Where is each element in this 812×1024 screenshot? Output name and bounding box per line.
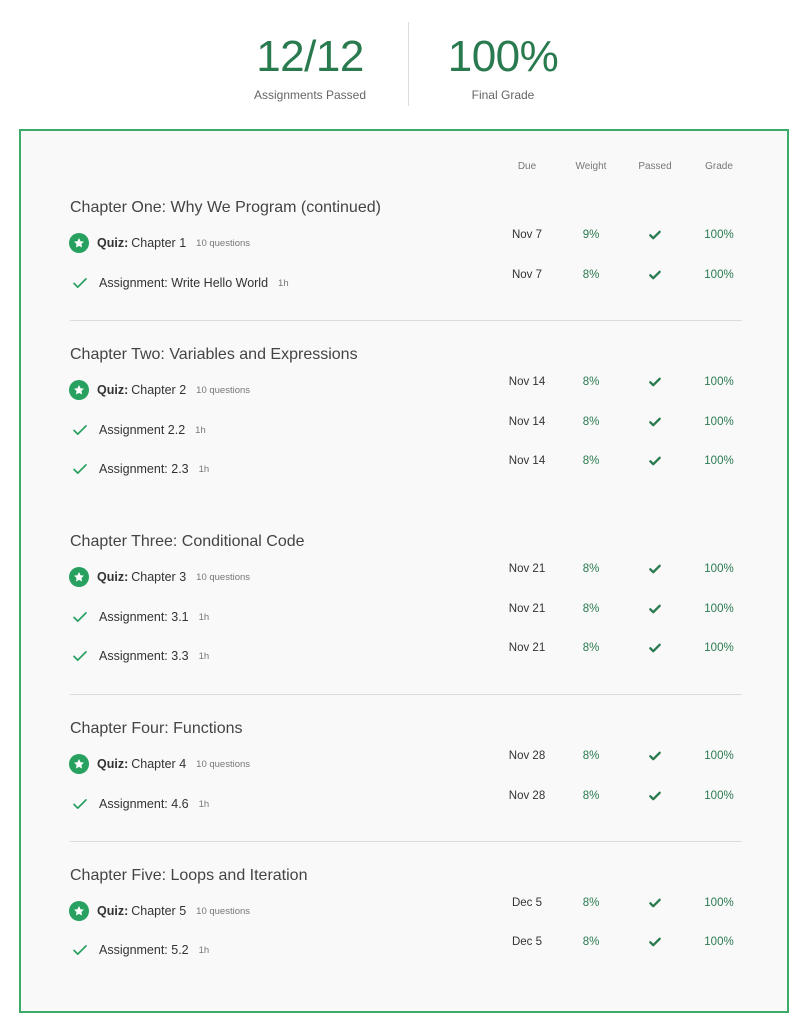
chapter-title: Chapter Two: Variables and Expressions [70,346,358,363]
assignment-link[interactable] [69,457,209,481]
checkmark-icon [69,606,91,628]
due-date: Nov 28 [508,750,546,762]
column-header-weight: Weight [575,161,607,172]
grade-value: 100% [704,376,734,388]
assignments-passed-label: Assignments Passed [253,88,367,102]
item-type-label: Quiz: [97,570,129,584]
passed-check-icon [625,749,685,766]
passed-check-icon [625,896,685,913]
chapter-title: Chapter Four: Functions [70,720,243,737]
passed-check-icon [625,641,685,658]
due-date: Nov 21 [508,563,546,575]
item-type-label: Quiz: [97,904,129,918]
grade-summary [0,0,812,120]
item-type-label: Quiz: [97,383,129,397]
item-name: Assignment: Write Hello World [99,276,269,290]
weight-value: 8% [582,897,600,909]
passed-check-icon [625,415,685,432]
chapter-divider [70,841,742,842]
quiz-link[interactable] [69,899,250,923]
weight-value: 8% [582,376,600,388]
due-date: Dec 5 [511,897,543,909]
due-date: Nov 21 [508,642,546,654]
grade-value: 100% [704,563,734,575]
quiz-link[interactable] [69,231,250,255]
summary-divider [408,22,409,106]
weight-value: 8% [582,603,600,615]
assignments-passed-value: 12/12 [256,32,364,81]
star-badge-icon [69,380,89,400]
item-name: Assignment: 3.3 [99,649,189,663]
assignment-link[interactable] [69,938,209,962]
due-date: Nov 14 [508,416,546,428]
item-name: Assignment: 4.6 [99,797,189,811]
item-meta: 1h [198,798,210,810]
checkmark-icon [69,458,91,480]
grade-value: 100% [704,897,734,909]
item-name: Chapter 5 [131,904,187,918]
grade-value: 100% [704,229,734,241]
item-meta: 1h [198,944,210,956]
item-name: Chapter 2 [131,383,187,397]
weight-value: 8% [582,936,600,948]
due-date: Nov 7 [511,229,543,241]
item-meta: 1h [198,463,210,475]
passed-check-icon [625,454,685,471]
item-name: Assignment: 5.2 [99,943,189,957]
grade-value: 100% [704,642,734,654]
grade-value: 100% [704,455,734,467]
item-name: Assignment: 2.3 [99,462,189,476]
star-badge-icon [69,754,89,774]
quiz-link[interactable] [69,752,250,776]
item-meta: 10 questions [196,237,251,249]
assignment-link[interactable] [69,418,206,442]
passed-check-icon [625,268,685,285]
passed-check-icon [625,375,685,392]
quiz-link[interactable] [69,378,250,402]
final-grade-stat [410,30,596,102]
due-date: Dec 5 [511,936,543,948]
final-grade-value: 100% [447,32,559,81]
item-meta: 1h [195,424,206,436]
item-meta: 10 questions [196,905,251,917]
item-meta: 10 questions [196,571,251,583]
grade-value: 100% [704,416,734,428]
star-badge-icon [69,567,89,587]
weight-value: 8% [582,642,600,654]
grade-value: 100% [704,603,734,615]
chapter-divider [70,694,742,695]
item-meta: 10 questions [196,384,251,396]
item-type-label: Quiz: [97,236,129,250]
passed-check-icon [625,935,685,952]
item-meta: 10 questions [196,758,251,770]
checkmark-icon [69,272,91,294]
weight-value: 8% [582,269,600,281]
item-meta: 1h [198,611,210,623]
due-date: Nov 14 [508,376,546,388]
assignment-link[interactable] [69,792,209,816]
weight-value: 8% [582,563,600,575]
checkmark-icon [69,419,91,441]
chapter-divider [70,320,742,321]
weight-value: 9% [582,229,600,241]
due-date: Nov 14 [508,455,546,467]
grades-panel [19,129,789,1013]
passed-check-icon [625,562,685,579]
checkmark-icon [69,645,91,667]
item-meta: 1h [198,650,210,662]
item-name: Chapter 3 [131,570,187,584]
chapter-title: Chapter Five: Loops and Iteration [70,867,308,884]
checkmark-icon [69,793,91,815]
final-grade-label: Final Grade [471,88,535,102]
passed-check-icon [625,602,685,619]
due-date: Nov 21 [508,603,546,615]
weight-value: 8% [582,455,600,467]
due-date: Nov 28 [508,790,546,802]
passed-check-icon [625,228,685,245]
assignment-link[interactable] [69,644,209,668]
weight-value: 8% [582,416,600,428]
grade-value: 100% [704,750,734,762]
column-header-passed: Passed [638,161,672,172]
star-badge-icon [69,901,89,921]
quiz-link[interactable] [69,565,250,589]
grade-value: 100% [704,269,734,281]
weight-value: 8% [582,790,600,802]
star-badge-icon [69,233,89,253]
chapter-title: Chapter Three: Conditional Code [70,533,305,550]
item-type-label: Quiz: [97,757,129,771]
grade-value: 100% [704,936,734,948]
chapter-title: Chapter One: Why We Program (continued) [70,199,381,216]
assignment-link[interactable] [69,605,209,629]
item-name: Assignment: 3.1 [99,610,189,624]
passed-check-icon [625,789,685,806]
item-name: Assignment 2.2 [99,423,186,437]
column-header-due: Due [517,161,537,172]
item-name: Chapter 4 [131,757,187,771]
weight-value: 8% [582,750,600,762]
item-meta: 1h [278,277,289,289]
column-header-grade: Grade [705,161,733,172]
assignment-link[interactable] [69,271,289,295]
due-date: Nov 7 [511,269,543,281]
assignments-passed-stat [210,30,410,102]
item-name: Chapter 1 [131,236,187,250]
grade-value: 100% [704,790,734,802]
checkmark-icon [69,939,91,961]
